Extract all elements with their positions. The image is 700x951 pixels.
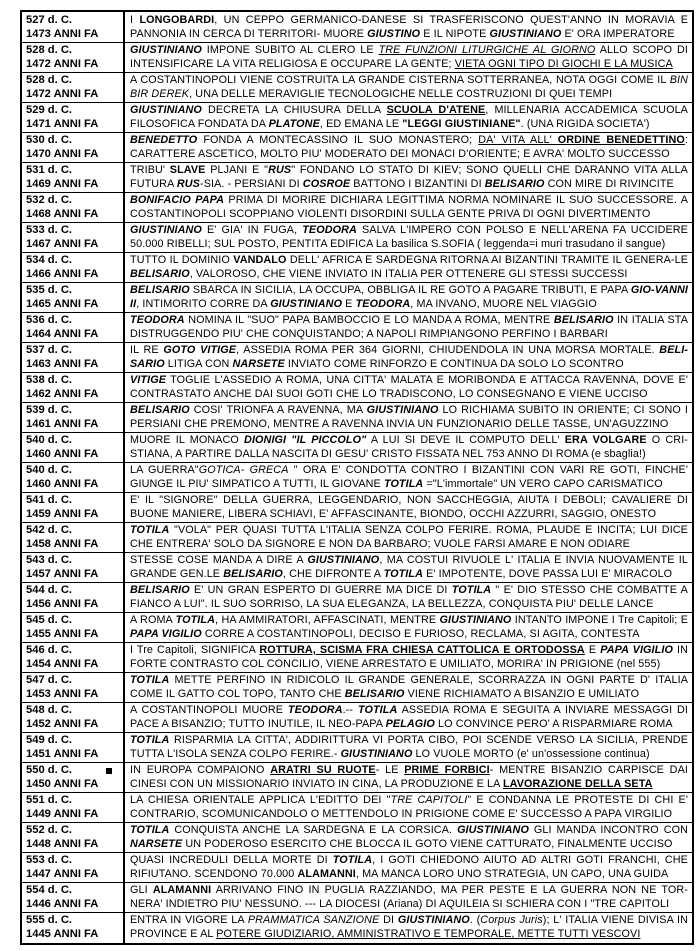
table-row: [22, 642, 692, 673]
event-cell: GIUSTINIANO E' GIA' IN FUGA, TEODORA SALVA L'IMPERO CON POLSO E NELL'ARENA FA UCCIDERE 50.000 RIBELLI; SUL POSTO, PENTITA EDIFICA La basilica S.SOFIA ( leggenda=i muri trasudano il sangue): [130, 224, 688, 250]
table-row: [22, 762, 692, 793]
date-cell: 553 d. C. 1447 ANNI FA: [22, 852, 125, 882]
table-row: [22, 582, 692, 613]
date-cell: 531 d. C. 1469 ANNI FA: [22, 162, 125, 192]
table-row: [22, 282, 692, 313]
event-cell: QUASI INCREDULI DELLA MORTE DI TOTILA, I GOTI CHIEDONO AIUTO AD ALTRI GOTI FRANCHI, CHE RIFIUTANO. SCENDONO 70.000 ALAMANNI, MA MANCA LORO UNO STRATEGIA, UN CAPO, UNA GUIDA: [130, 854, 688, 880]
table-row: [22, 882, 692, 913]
table-row: [22, 462, 692, 493]
date-cell: 540 d. C. 1460 ANNI FA: [22, 462, 125, 492]
table-row: [22, 222, 692, 253]
event-cell: MUORE IL MONACO DIONIGI "IL PICCOLO" A LUI SI DEVE IL COMPUTO DELL' ERA VOLGARE O CRI-STIANA, A PARTIRE DALLA NASCITA DI GESU' CRISTO FISSATA NEL 753 ANNO DI ROMA (e sbaglia!): [130, 434, 688, 460]
date-cell: 541 d. C. 1459 ANNI FA: [22, 492, 125, 522]
table-row: [22, 132, 692, 163]
event-cell: A COSTANTINOPOLI VIENE COSTRUITA LA GRANDE CISTERNA SOTTERRANEA, NOTA OGGI COME IL BIN BIR DEREK, UNA DELLE MERAVIGLIE TECNOLOGICHE NELLE COSTRUZIONI DI QUEI TEMPI: [130, 74, 688, 100]
date-cell: 534 d. C. 1466 ANNI FA: [22, 252, 125, 282]
date-cell: 538 d. C. 1462 ANNI FA: [22, 372, 125, 402]
table-row: [22, 12, 692, 43]
event-cell: LA CHIESA ORIENTALE APPLICA L'EDITTO DEI "TRE CAPITOLI" E CONDANNA LE PROTESTE DI CHI E' CONTRARIO, SCOMUNICANDOLO O METTENDOLO IN PRIGIONE COME E' SUCCESSO A PAPA VIRGILIO: [130, 794, 688, 820]
date-cell: 537 d. C. 1463 ANNI FA: [22, 342, 125, 372]
date-cell: 539 d. C. 1461 ANNI FA: [22, 402, 125, 432]
date-cell: 545 d. C. 1455 ANNI FA: [22, 612, 125, 642]
table-row: [22, 342, 692, 373]
date-cell: 546 d. C. 1454 ANNI FA: [22, 642, 125, 672]
event-cell: LA GUERRA"GOTICA- GRECA " ORA E' CONDOTTA CONTRO I BIZANTINI CON VARI RE GOTI, FINCHE' GIUNGE IL PIU' SIMPATICO A TUTTI, IL GIOVANE TOTILA ="L'immortale" UN VERO CAPO CARISMATICO: [130, 464, 689, 490]
date-cell: 527 d. C. 1473 ANNI FA: [22, 12, 125, 42]
event-cell: TEODORA NOMINA IL "SUO" PAPA BAMBOCCIO E LO MANDA A ROMA, MENTRE BELISARIO IN ITALIA STA DISTRUGGENDO PIU' CHE CONQUISTANDO; A NAPOLI RIMPIANGONO PERFINO I BARBARI: [130, 314, 689, 340]
event-cell: IL RE GOTO VITIGE, ASSEDIA ROMA PER 364 GIORNI, CHIUDENDOLA IN UNA MORSA MORTALE. BELI-SARIO LITIGA CON NARSETE INVIATO COME RINFORZO E CONTINUA DA SOLO LO SCONTRO: [130, 344, 688, 370]
table-row: [22, 402, 692, 433]
date-cell: 551 d. C. 1449 ANNI FA: [22, 792, 125, 822]
date-cell: 548 d. C. 1452 ANNI FA: [22, 702, 125, 732]
table-row: [22, 72, 692, 103]
table-row: [22, 312, 692, 343]
table-row: [22, 252, 692, 283]
event-cell: TOTILA METTE PERFINO IN RIDICOLO IL GRANDE GENERALE, SCORRAZZA IN OGNI PARTE D' ITALIA COME IL GATTO COL TOPO, TANTO CHE BELISARIO VIENE RICHIAMATO A BISANZIO E UMILIATO: [130, 674, 688, 700]
table-row: [22, 102, 692, 133]
event-cell: A ROMA TOTILA, HA AMMIRATORI, AFFASCINATI, MENTRE GIUSTINIANO INTANTO IMPONE I Tre Capitoli; E PAPA VIGILIO CORRE A COSTANTINOPOLI, DECISO E FURIOSO, RECLAMA, SI AGITA, CONTESTA: [130, 614, 688, 640]
table-row: [22, 162, 692, 193]
table-row: [22, 612, 692, 643]
date-cell: 530 d. C. 1470 ANNI FA: [22, 132, 125, 162]
event-cell: A COSTANTINOPOLI MUORE TEODORA.-- TOTILA ASSEDIA ROMA E SEGUITA A INVIARE MESSAGGI DI PACE A BISANZIO; TUTTO INUTILE, IL NEO-PAPA PELAGIO LO CONVINCE PERO' A RISPARMIARE ROMA: [130, 704, 689, 730]
chronology-table: [20, 10, 694, 945]
table-row: [22, 432, 692, 463]
event-cell: TOTILA "VOLA" PER QUASI TUTTA L'ITALIA SENZA COLPO FERIRE. ROMA, PLAUDE E INCITA; LUI DICE CHE ENTRERA' SOLO DA SIGNORE E NON DA BARBARO; VUOLE FARSI AMARE E NON ODIARE: [130, 524, 688, 550]
table-row: [22, 912, 692, 943]
event-cell: VITIGE TOGLIE L'ASSEDIO A ROMA, UNA CITTA' MALATA E MORIBONDA E ATTACCA RAVENNA, DOVE E' CONTRASTATO ANCHE DAI SUOI GOTI CHE LO TRADISCONO, LO CONSEGNANO E VIENE UCCISO: [130, 374, 688, 400]
event-cell: BENEDETTO FONDA A MONTECASSINO IL SUO MONASTERO; DA' VITA ALL' ORDINE BENEDETTINO: CARATTERE ASCETICO, MOLTO PIU' MODERATO DEI MONACI D'ORIENTE; E AVRA' MOLTO SUCCESSO: [130, 134, 688, 160]
date-cell: 540 d. C. 1460 ANNI FA: [22, 432, 125, 462]
event-cell: BONIFACIO PAPA PRIMA DI MORIRE DICHIARA LEGITTIMA NORMA NOMINARE IL SUO SUCCESSORE. A COSTANTINOPOLI SCOPPIANO VIOLENTI DISORDINI SULLA GENTE PRIVA DI OGNI DIVERTIMENTO: [130, 194, 688, 220]
date-cell: 528 d. C. 1472 ANNI FA: [22, 42, 125, 72]
event-cell: IN EUROPA COMPAIONO ARATRI SU RUOTE- LE PRIME FORBICI- MENTRE BISANZIO CARPISCE DAI CINESI CON UN MISSIONARIO INVIATO IN CINA, LA PRODUZIONE E LA LAVORAZIONE DELLA SETA: [130, 764, 688, 790]
bullet-square-icon: [106, 768, 112, 774]
date-cell: 552 d. C. 1448 ANNI FA: [22, 822, 125, 852]
table-row: [22, 852, 692, 883]
date-cell: 550 d. C. 1450 ANNI FA: [22, 762, 125, 792]
event-cell: TOTILA CONQUISTA ANCHE LA SARDEGNA E LA CORSICA. GIUSTINIANO GLI MANDA INCONTRO CON NARSETE UN PODEROSO ESERCITO CHE BLOCCA IL GOTO VIENE CATTURATO, FINALMENTE UCCISO: [130, 824, 689, 850]
table-row: [22, 732, 692, 763]
date-cell: 543 d. C. 1457 ANNI FA: [22, 552, 125, 582]
date-cell: 529 d. C. 1471 ANNI FA: [22, 102, 125, 132]
date-cell: 542 d. C. 1458 ANNI FA: [22, 522, 125, 552]
table-row: [22, 192, 692, 223]
event-cell: GIUSTINIANO IMPONE SUBITO AL CLERO LE TRE FUNZIONI LITURGICHE AL GIORNO ALLO SCOPO DI INTENSIFICARE LA VITA RELIGIOSA E OCCUPARE LA GENTE; VIETA OGNI TIPO DI GIOCHI E LA MUSICA: [130, 44, 688, 70]
table-row: [22, 372, 692, 403]
event-cell: BELISARIO SBARCA IN SICILIA, LA OCCUPA, OBBLIGA IL RE GOTO A PAGARE TRIBUTI, E PAPA GIO-VANNI II, INTIMORITO CORRE DA GIUSTINIANO E TEODORA, MA INVANO, MUORE NEL VIAGGIO: [130, 284, 688, 310]
event-cell: ENTRA IN VIGORE LA PRAMMATICA SANZIONE DI GIUSTINIANO. (Corpus Juris); L' ITALIA VIENE DIVISA IN PROVINCE E AL POTERE GIUDIZIARIO, AMMINISTRATIVO E TEMPORALE, METTE TUTTI VESCOVI: [130, 914, 689, 940]
table-row: [22, 522, 692, 553]
date-cell: 533 d. C. 1467 ANNI FA: [22, 222, 125, 252]
table-row: [22, 792, 692, 823]
table-row: [22, 672, 692, 703]
date-cell: 532 d. C. 1468 ANNI FA: [22, 192, 125, 222]
date-cell: 536 d. C. 1464 ANNI FA: [22, 312, 125, 342]
table-row: [22, 702, 692, 733]
table-row: [22, 822, 692, 853]
event-cell: BELISARIO E' UN GRAN ESPERTO DI GUERRE MA DICE DI TOTILA " E' DIO STESSO CHE COMBATTE A FIANCO A LUI". IL SUO SORRISO, LA SUA ELEGANZA, LA BELLEZZA, CONQUISTA PIU' DELLE LANCE: [130, 584, 688, 610]
event-cell: BELISARIO COSI' TRIONFA A RAVENNA, MA GIUSTINIANO LO RICHIAMA SUBITO IN ORIENTE; CI SONO I PERSIANI CHE PREMONO, MENTRE A RAVENNA INVIA UN FUNZIONARIO DELLE TASSE, UN'AGUZZINO: [130, 404, 689, 430]
event-cell: I LONGOBARDI, UN CEPPO GERMANICO-DANESE SI TRASFERISCONO QUEST'ANNO IN MORAVIA E PANNONIA IN CERCA DI TERRITORI- MUORE GIUSTINO E IL NIPOTE GIUSTINIANO E' ORA IMPERATORE: [130, 14, 688, 40]
event-cell: TRIBU' SLAVE PLJANI E "RUS" FONDANO LO STATO DI KIEV; SONO QUELLI CHE DARANNO VITA ALLA FUTURA RUS-SIA. - PERSIANI DI COSROE BATTONO I BIZANTINI DI BELISARIO CON MIRE DI RIVINCITE: [130, 164, 688, 190]
event-cell: STESSE COSE MANDA A DIRE A GIUSTINIANO, MA COSTUI RIVUOLE L' ITALIA E INVIA NUOVAMENTE IL GRANDE GEN.LE BELISARIO, CHE DIFRONTE A TOTILA E' IMPOTENTE, DOVE PASSA LUI E' MIRACOLO: [130, 554, 689, 580]
table-row: [22, 552, 692, 583]
event-cell: I Tre Capitoli, SIGNIFICA ROTTURA, SCISMA FRA CHIESA CATTOLICA E ORTODOSSA E PAPA VIGILIO IN FORTE CONTRASTO COL CONCILIO, VIENE ARRESTATO E UMILIATO, MORIRA' IN PRIGIONE (nel 555): [130, 644, 688, 670]
date-cell: 554 d. C. 1446 ANNI FA: [22, 882, 125, 912]
event-cell: E' IL "SIGNORE" DELLA GUERRA, LEGGENDARIO, NON SACCHEGGIA, AIUTA I DEBOLI; CAVALIERE DI BUONE MANIERE, LIBERA SCHIAVI, E' AFFASCINANTE, BIONDO, OCCHI AZZURRI, SAGGIO, ONESTO: [130, 494, 688, 520]
date-cell: 547 d. C. 1453 ANNI FA: [22, 672, 125, 702]
event-cell: TOTILA RISPARMIA LA CITTA', ADDIRITTURA VI PORTA CIBO, POI SCENDE VERSO LA SICILIA, PRENDE TUTTA L'ISOLA SENZA COLPO FERIRE.- GIUSTINIANO LO VUOLE MORTO (e' un'ossessione continua): [130, 734, 688, 760]
table-row: [22, 492, 692, 523]
event-cell: GIUSTINIANO DECRETA LA CHIUSURA DELLA SCUOLA D'ATENE, MILLENARIA ACCADEMICA SCUOLA FILOSOFICA FONDATA DA PLATONE, ED EMANA LE "LEGGI GIUSTINIANE". (UNA RIGIDA SOCIETA'): [130, 104, 688, 130]
table-row: [22, 42, 692, 73]
date-cell: 544 d. C. 1456 ANNI FA: [22, 582, 125, 612]
event-cell: GLI ALAMANNI ARRIVANO FINO IN PUGLIA RAZZIANDO, MA PER PESTE E LA GUERRA NON NE TOR-NERA' INDIETRO PIU' NESSUNO. --- LA DIOCESI (Ariana) DI AQUILEIA SI SCHIERA CON I "TRE CAPITOLI: [130, 884, 688, 910]
date-cell: 528 d. C. 1472 ANNI FA: [22, 72, 125, 102]
date-cell: 555 d. C. 1445 ANNI FA: [22, 912, 125, 943]
date-cell: 535 d. C. 1465 ANNI FA: [22, 282, 125, 312]
date-cell: 549 d. C. 1451 ANNI FA: [22, 732, 125, 762]
event-cell: TUTTO IL DOMINIO VANDALO DELL' AFRICA E SARDEGNA RITORNA AI BIZANTINI TRAMITE IL GENERA-LE BELISARIO, VALOROSO, CHE VIENE INVIATO IN ITALIA PER OTTENERE GLI STESSI SUCCESSI: [130, 254, 689, 280]
